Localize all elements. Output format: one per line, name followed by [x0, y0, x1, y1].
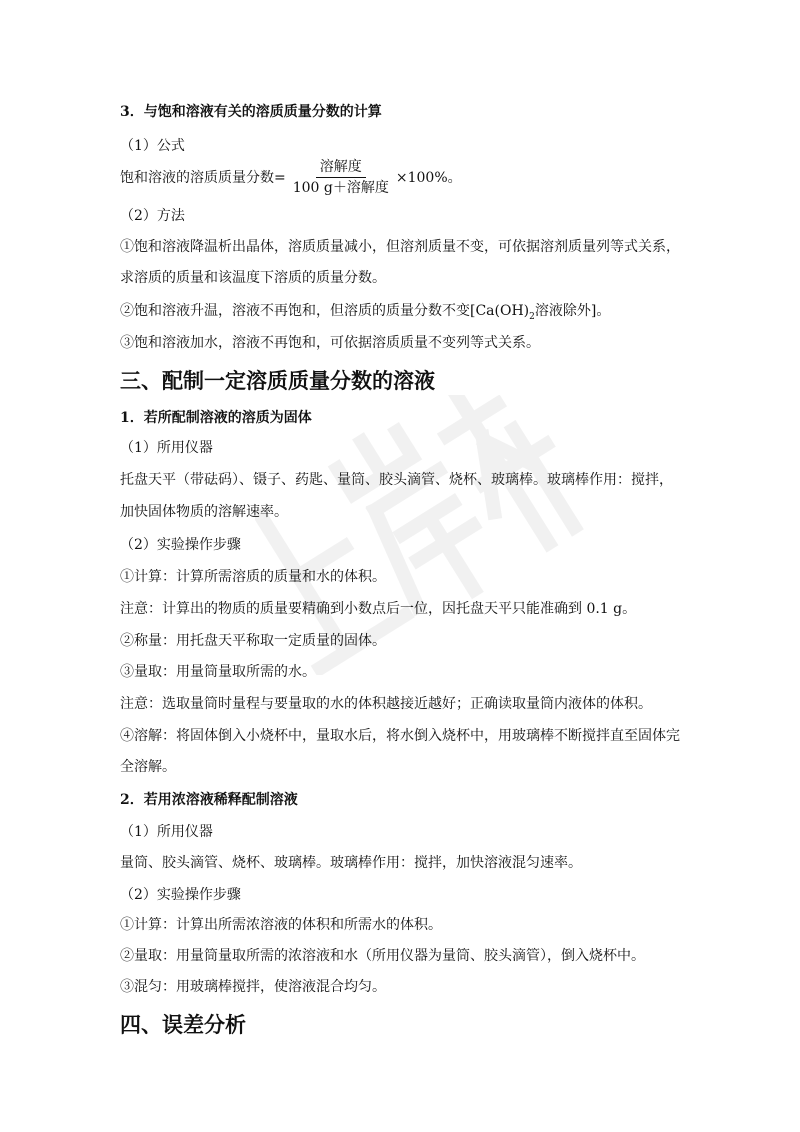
fraction	[289, 158, 393, 197]
subsection-label: （2）实验操作步骤	[120, 537, 241, 553]
formula	[120, 158, 462, 197]
paragraph-line: ①饱和溶液降温析出晶体，溶质质量减小，但溶剂质量不变，可依据溶剂质量列等式关系，	[120, 239, 680, 255]
subsection-label: （2）实验操作步骤	[120, 887, 241, 903]
chapter-heading: 三、配制一定溶质质量分数的溶液	[120, 369, 435, 393]
subscript: 2	[529, 312, 535, 322]
paragraph-line: 求溶质的质量和该温度下溶质的质量分数。	[120, 270, 386, 286]
paragraph-line	[120, 301, 610, 323]
paragraph-line: ①计算：计算所需溶质的质量和水的体积。	[120, 569, 386, 585]
subsection-label: （1）所用仪器	[120, 440, 213, 456]
paragraph-line: ④溶解：将固体倒入小烧杯中，量取水后，将水倒入烧杯中，用玻璃棒不断搅拌直至固体完	[120, 728, 680, 744]
chapter-heading: 四、误差分析	[120, 1013, 246, 1037]
formula-suffix: ×100%。	[395, 169, 462, 186]
subsection-label: （1）公式	[120, 138, 185, 154]
paragraph-line: 量筒、胶头滴管、烧杯、玻璃棒。玻璃棒作用：搅拌，加快溶液混匀速率。	[120, 855, 582, 871]
section-heading: 3．与饱和溶液有关的溶质质量分数的计算	[120, 104, 382, 120]
formula-prefix: 饱和溶液的溶质质量分数=	[120, 169, 286, 186]
paragraph-line: ③混匀：用玻璃棒搅拌，使溶液混合均匀。	[120, 979, 386, 995]
note-line: 注意：计算出的物质的质量要精确到小数点后一位，因托盘天平只能准确到 0.1 g。	[120, 601, 637, 617]
section-heading: 1．若所配制溶液的溶质为固体	[120, 410, 312, 426]
subsection-label: （2）方法	[120, 208, 185, 224]
text-fragment: ②饱和溶液升温，溶液不再饱和，但溶质的质量分数不变[Ca(OH)	[120, 303, 530, 319]
paragraph-line: ③量取：用量筒量取所需的水。	[120, 664, 316, 680]
paragraph-line: 加快固体物质的溶解速率。	[120, 504, 288, 520]
paragraph-line: 全溶解。	[120, 759, 176, 775]
note-line: 注意：选取量筒时量程与要量取的水的体积越接近越好；正确读取量筒内液体的体积。	[120, 696, 652, 712]
section-heading: 2．若用浓溶液稀释配制溶液	[120, 792, 298, 808]
paragraph-line: ②称量：用托盘天平称取一定质量的固体。	[120, 633, 386, 649]
text-fragment: 溶液除外]。	[534, 303, 611, 319]
formula-line	[120, 158, 462, 197]
paragraph-line: ①计算：计算出所需浓溶液的体积和所需水的体积。	[120, 917, 442, 933]
fraction-denominator: 100 g＋溶解度	[292, 180, 389, 196]
paragraph-line: ②量取：用量筒量取所需的浓溶液和水（所用仪器为量筒、胶头滴管），倒入烧杯中。	[120, 948, 645, 964]
subsection-label: （1）所用仪器	[120, 824, 213, 840]
paragraph-line: ③饱和溶液加水，溶液不再饱和，可依据溶质质量不变列等式关系。	[120, 335, 540, 351]
fraction-numerator: 溶解度	[316, 158, 366, 178]
paragraph-line: 托盘天平（带砝码）、镊子、药匙、量筒、胶头滴管、烧杯、玻璃棒。玻璃棒作用：搅拌，	[120, 472, 673, 488]
